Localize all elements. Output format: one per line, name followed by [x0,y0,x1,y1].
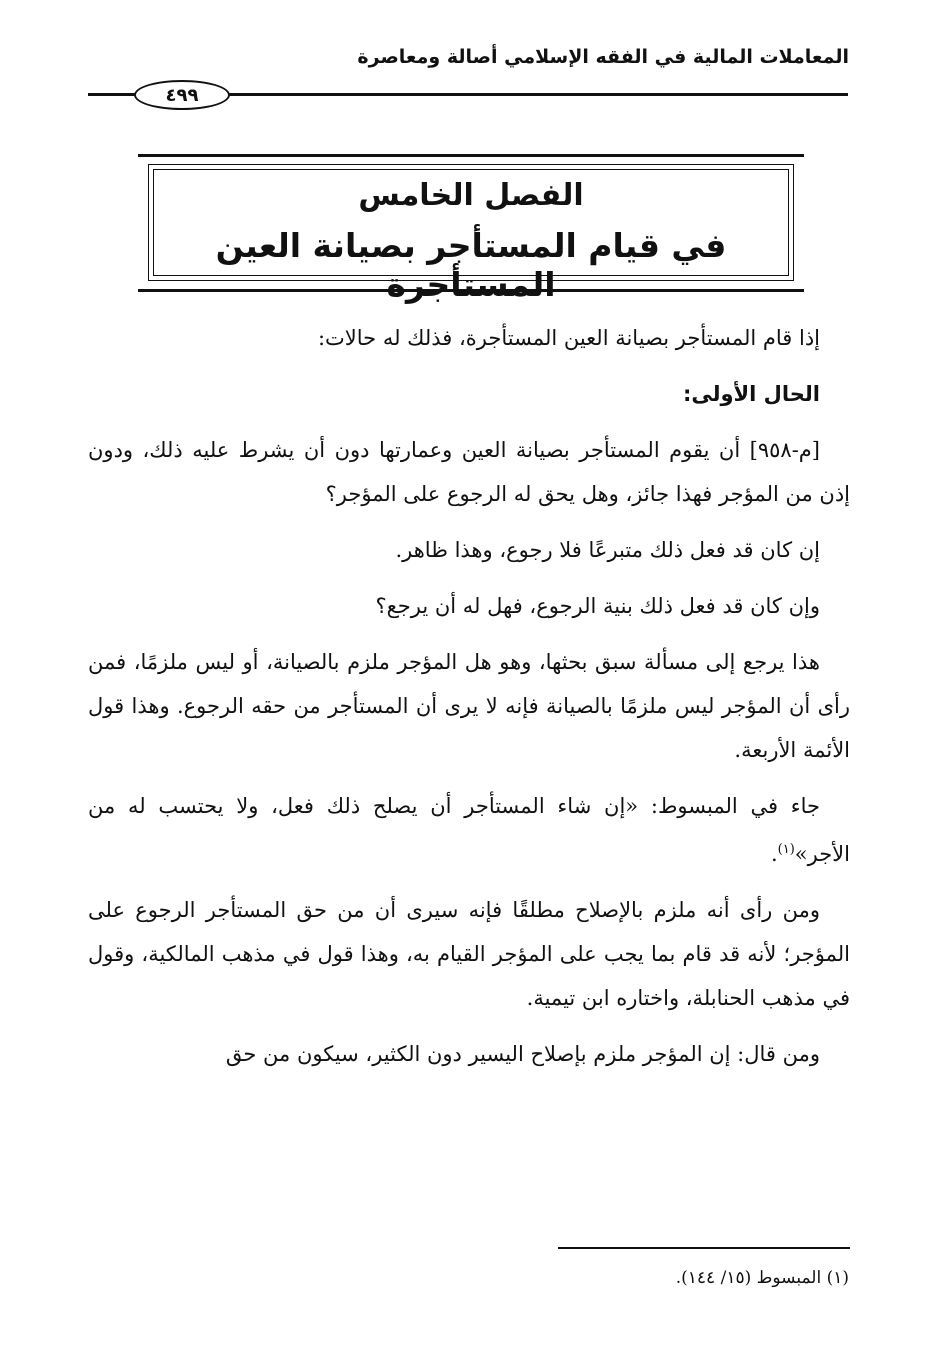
chapter-title: في قيام المستأجر بصيانة العين المستأجرة [215,226,727,304]
footnote-separator [558,1247,850,1249]
footnote-reference: (١) [777,842,795,857]
chapter-number: الفصل الخامس [358,178,584,213]
body-text [88,316,850,1088]
paragraph-3: وإن كان قد فعل ذلك بنية الرجوع، فهل له أن يرجع؟ [375,594,820,618]
paragraph-5 [88,784,850,876]
paragraph-5-text: جاء في المبسوط: «إن شاء المستأجر أن يصلح ذلك فعل، ولا يحتسب له من الأجر» [88,794,850,866]
paragraph-1: [م-٩٥٨] أن يقوم المستأجر بصيانة العين وعمارتها دون أن يشرط عليه ذلك، ودون إذن من المؤجر فهذا جائز، وهل يحق له الرجوع على المؤجر؟ [88,438,850,506]
chapter-frame-top-rule [138,154,804,157]
paragraph-4: هذا يرجع إلى مسألة سبق بحثها، وهو هل المؤجر ملزم بالصيانة، أو ليس ملزمًا، فمن رأى أن المؤجر ليس ملزمًا بالصيانة فإنه لا يرى أن المستأجر من حقه الرجوع. وهذا قول الأئمة الأربعة. [88,650,850,762]
paragraph-5-end: . [770,842,778,866]
footnote: (١) المبسوط (١٥/ ١٤٤). [675,1268,849,1288]
paragraph-7: ومن قال: إن المؤجر ملزم بإصلاح اليسير دون الكثير، سيكون من حق [225,1042,820,1066]
running-header-title: المعاملات المالية في الفقه الإسلامي أصالة ومعاصرة [357,46,849,68]
paragraph-2: إن كان قد فعل ذلك متبرعًا فلا رجوع، وهذا ظاهر. [395,538,820,562]
page-number-badge: ٤٩٩ [134,80,230,110]
paragraph-6: ومن رأى أنه ملزم بالإصلاح مطلقًا فإنه سيرى أن من حق المستأجر الرجوع على المؤجر؛ لأنه قد قام بما يجب على المؤجر القيام به، وهذا قول في مذهب المالكية، وقول في مذهب الحنابلة، واختاره ابن تيمية. [88,898,850,1010]
case-one-heading: الحال الأولى: [682,382,820,406]
intro-paragraph: إذا قام المستأجر بصيانة العين المستأجرة، فذلك له حالات: [317,326,820,350]
